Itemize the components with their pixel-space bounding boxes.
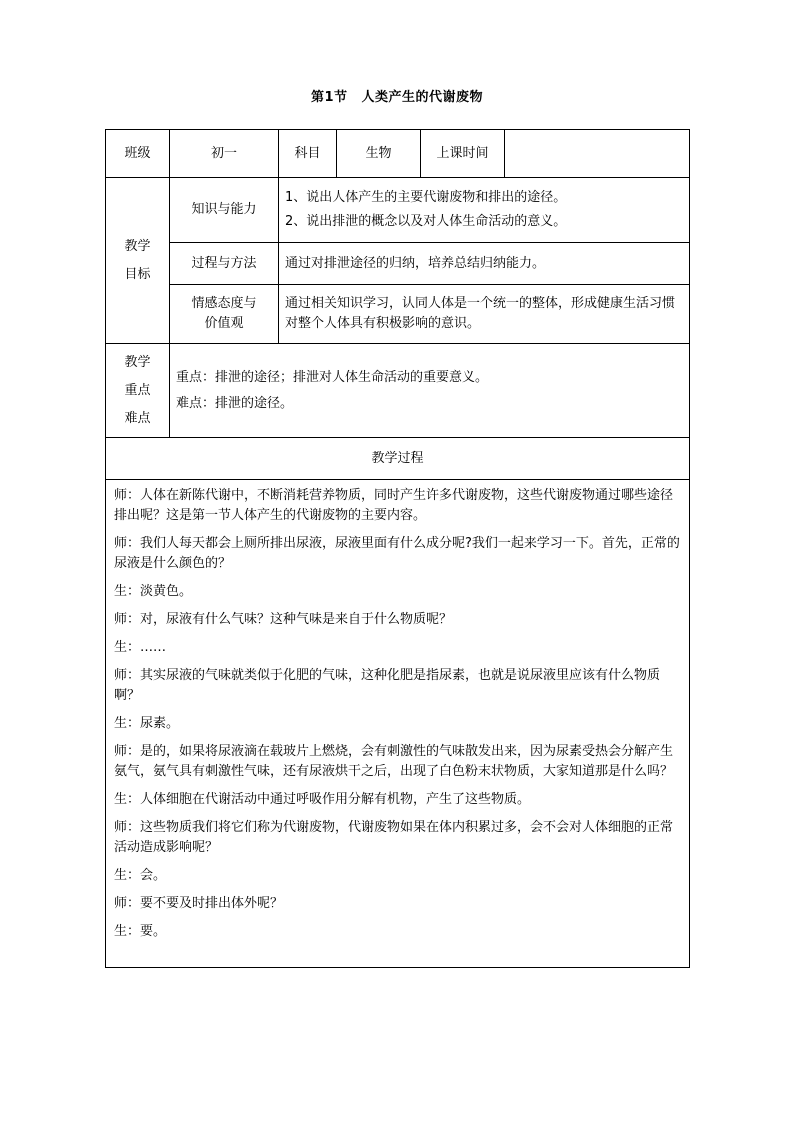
dialogue-paragraph: 生：淡黄色。 — [114, 584, 193, 599]
lesson-plan-table — [105, 129, 690, 968]
objective-line: 2、说出排泄的概念以及对人体生命活动的意义。 — [285, 214, 567, 229]
class-value: 初一 — [170, 130, 279, 178]
page-title — [0, 86, 794, 105]
difficulty-text: 难点：排泄的途径。 — [176, 395, 294, 411]
dialogue-paragraph: 生：人体细胞在代谢活动中通过呼吸作用分解有机物，产生了这些物质。 — [114, 792, 531, 807]
class-label: 班级 — [106, 130, 170, 178]
objective-row-process — [106, 243, 690, 285]
focus-text: 重点：排泄的途径；排泄对人体生命活动的重要意义。 — [176, 369, 489, 385]
subject-label: 科目 — [279, 130, 337, 178]
objectives-label: 教学 目标 — [106, 178, 170, 344]
dialogue-paragraph: 师：人体在新陈代谢中，不断消耗营养物质，同时产生许多代谢废物，这些代谢废物通过哪些途径排出呢？这是第一节人体产生的代谢废物的主要内容。 — [114, 488, 674, 523]
objective-content — [279, 243, 690, 285]
objective-category: 知识与能力 — [170, 178, 279, 243]
objective-line: 1、说出人体产生的主要代谢废物和排出的途径。 — [285, 190, 567, 205]
dialogue-paragraph: 师：对，尿液有什么气味？这种气味是来自于什么物质呢？ — [114, 612, 453, 627]
key-points-row — [106, 344, 690, 438]
objective-row-attitude — [106, 285, 690, 344]
objective-category: 情感态度与 价值观 — [170, 285, 279, 344]
dialogue-paragraph: 生：会。 — [114, 868, 167, 883]
dialogue-paragraph: 生：要。 — [114, 924, 167, 939]
dialogue-paragraph: 师：是的，如果将尿液滴在载玻片上燃烧，会有刺激性的气味散发出来，因为尿素受热会分解产生氨气，氨气具有刺激性气味，还有尿液烘干之后，出现了白色粉末状物质，大家知道那是什么吗？ — [114, 744, 674, 779]
process-header-row — [106, 438, 690, 480]
objective-line: 通过对排泄途径的归纳，培养总结归纳能力。 — [285, 255, 546, 271]
dialogue-paragraph: 生：尿素。 — [114, 716, 180, 731]
title-section: 第1节 — [310, 90, 348, 105]
time-value — [505, 130, 690, 178]
objective-content — [279, 285, 690, 344]
dialogue-paragraph: 师：要不要及时排出体外呢？ — [114, 896, 284, 911]
process-header: 教学过程 — [106, 438, 690, 480]
key-points-content — [170, 344, 690, 438]
process-content-row — [106, 480, 690, 968]
key-points-label: 教学 重点 难点 — [106, 344, 170, 438]
subject-value: 生物 — [337, 130, 421, 178]
time-label: 上课时间 — [421, 130, 505, 178]
objective-row-knowledge — [106, 178, 690, 243]
dialogue-paragraph: 师：其实尿液的气味就类似于化肥的气味，这种化肥是指尿素，也就是说尿液里应该有什么物质啊？ — [114, 668, 661, 703]
dialogue-paragraph: 师：我们人每天都会上厕所排出尿液，尿液里面有什么成分呢?我们一起来学习一下。首先，正常的尿液是什么颜色的？ — [114, 536, 680, 571]
info-row — [106, 130, 690, 178]
objective-content — [279, 178, 690, 243]
dialogue-paragraph: 师：这些物质我们将它们称为代谢废物，代谢废物如果在体内积累过多，会不会对人体细胞的正常活动造成影响呢？ — [114, 820, 674, 855]
dialogue-paragraph: 生：…… — [114, 640, 167, 655]
title-text: 人类产生的代谢废物 — [361, 90, 484, 105]
process-content — [106, 480, 690, 968]
objective-line: 通过相关知识学习，认同人体是一个统一的整体，形成健康生活习惯对整个人体具有积极影响的意识。 — [285, 296, 676, 331]
objective-category: 过程与方法 — [170, 243, 279, 285]
